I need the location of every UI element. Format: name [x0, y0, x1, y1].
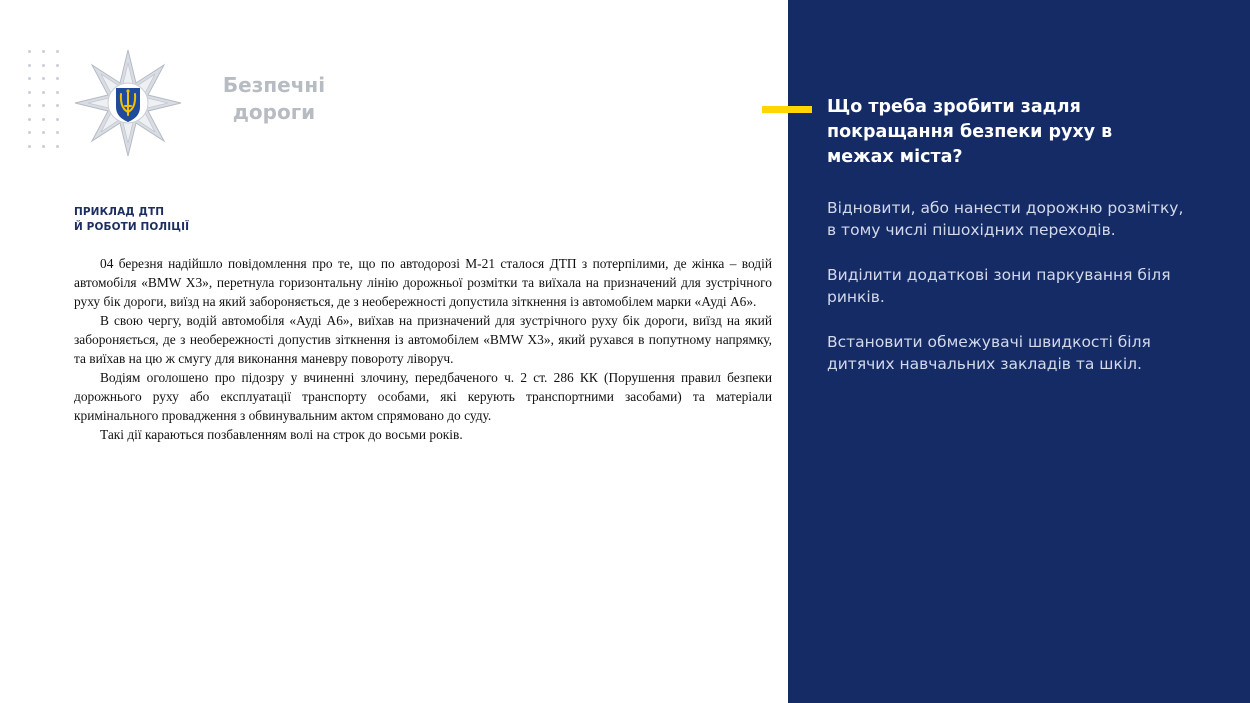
decorative-dot — [28, 77, 31, 80]
decorative-dot — [42, 50, 45, 53]
decorative-dot — [42, 118, 45, 121]
suggestion-list — [827, 197, 1187, 398]
accent-bar — [762, 106, 812, 113]
logo-title-line1: Безпечні — [222, 73, 326, 97]
police-emblem-icon — [72, 48, 184, 158]
decorative-dot — [28, 145, 31, 148]
decorative-dot — [42, 64, 45, 67]
decorative-dot — [56, 77, 59, 80]
decorative-dot-grid — [28, 50, 64, 150]
panel-question: Що треба зробити задля покращання безпеки руху в межах міста? — [827, 97, 1113, 167]
paragraph: 04 березня надійшло повідомлення про те, що по автодорозі М-21 сталося ДТП з потерпілими, де жінка – водій автомобіля «BMW X3», перетнула горизонтальну лінію дорожньої розмітки та виїхала на призначений для зустрічного руху бік дороги, виїзд на який забороняється, де з необережності допустила зіткнення із автомобілем марки «Ауді А6». — [74, 256, 772, 309]
decorative-dot — [28, 131, 31, 134]
paragraph: Такі дії караються позбавленням волі на строк до восьми років. — [100, 427, 463, 442]
suggestion-item: Встановити обмежувачі швидкості біля дитячих навчальних закладів та шкіл. — [827, 333, 1151, 373]
decorative-dot — [42, 77, 45, 80]
logo-title — [214, 72, 334, 126]
decorative-dot — [28, 104, 31, 107]
decorative-dot — [56, 145, 59, 148]
paragraph: Водіям оголошено про підозру у вчиненні злочину, передбаченого ч. 2 ст. 286 КК (Порушення правил безпеки дорожнього руху або експлуатації транспорту особами, які керують транспортними засобами) та матеріали кримінального провадження з обвинувальним актом спрямовано до суду. — [74, 370, 772, 423]
logo-title-line2: дороги — [232, 100, 316, 124]
section-label-line1: ПРИКЛАД ДТП — [74, 206, 165, 218]
paragraph: В свою чергу, водій автомобіля «Ауді А6», виїхав на призначений для зустрічного руху бік дороги, виїзд на який забороняється, де з необережності допустив зіткнення із автомобілем «BMW X3», який рухався в попутному напрямку, та виїхав на цю ж смугу для виконання маневру повороту ліворуч. — [74, 313, 772, 366]
section-label-line2: Й РОБОТИ ПОЛІЦІЇ — [74, 221, 190, 233]
decorative-dot — [56, 131, 59, 134]
decorative-dot — [42, 145, 45, 148]
suggestion-item: Виділити додаткові зони паркування біля ринків. — [827, 266, 1171, 306]
decorative-dot — [28, 118, 31, 121]
decorative-dot — [42, 104, 45, 107]
decorative-dot — [56, 91, 59, 94]
decorative-dot — [56, 64, 59, 67]
incident-description — [74, 254, 772, 444]
decorative-dot — [56, 50, 59, 53]
suggestion-item: Відновити, або нанести дорожню розмітку, в тому числі пішохідних переходів. — [827, 199, 1184, 239]
decorative-dot — [42, 91, 45, 94]
decorative-dot — [28, 91, 31, 94]
decorative-dot — [28, 50, 31, 53]
decorative-dot — [28, 64, 31, 67]
section-label — [74, 205, 189, 235]
decorative-dot — [42, 131, 45, 134]
decorative-dot — [56, 118, 59, 121]
decorative-dot — [56, 104, 59, 107]
